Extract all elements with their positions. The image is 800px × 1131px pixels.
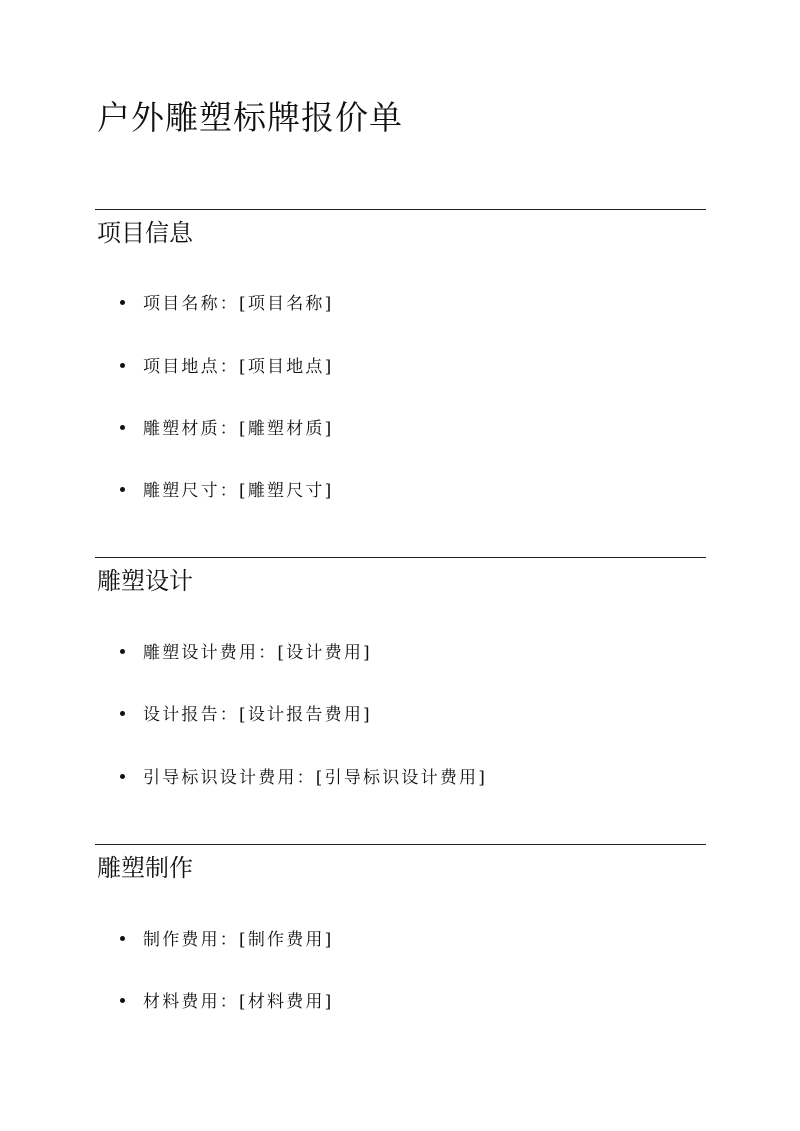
list-item bbox=[120, 352, 333, 382]
section-divider bbox=[95, 557, 706, 558]
section-divider bbox=[95, 844, 706, 845]
list-item-text: 制作费用：[制作费用] bbox=[143, 930, 334, 950]
section-sculpture-design bbox=[95, 557, 706, 817]
list-item bbox=[120, 289, 333, 319]
list-item bbox=[120, 987, 333, 1017]
bullet-icon bbox=[120, 487, 125, 492]
list-item-text: 项目地点：[项目地点] bbox=[143, 357, 334, 377]
list-item-text: 项目名称：[项目名称] bbox=[143, 294, 334, 314]
list-item-text: 雕塑材质：[雕塑材质] bbox=[143, 419, 334, 439]
list-item bbox=[120, 476, 333, 506]
list-item bbox=[120, 414, 333, 444]
list-item bbox=[120, 763, 487, 793]
section-heading: 项目信息 bbox=[97, 219, 193, 247]
bullet-icon bbox=[120, 425, 125, 430]
list-item-text: 雕塑设计费用：[设计费用] bbox=[143, 643, 372, 663]
list-item bbox=[120, 925, 333, 955]
list-item bbox=[120, 638, 372, 668]
document-title: 户外雕塑标牌报价单 bbox=[97, 98, 403, 137]
list-item-text: 雕塑尺寸：[雕塑尺寸] bbox=[143, 481, 334, 501]
bullet-icon bbox=[120, 774, 125, 779]
bullet-icon bbox=[120, 711, 125, 716]
section-divider bbox=[95, 209, 706, 210]
list-item-text: 设计报告：[设计报告费用] bbox=[143, 705, 372, 725]
bullet-icon bbox=[120, 649, 125, 654]
section-heading: 雕塑设计 bbox=[97, 567, 193, 595]
section-sculpture-production bbox=[95, 844, 706, 1044]
section-project-info bbox=[95, 209, 706, 529]
list-item-text: 引导标识设计费用：[引导标识设计费用] bbox=[143, 768, 488, 788]
list-item bbox=[120, 700, 372, 730]
section-heading: 雕塑制作 bbox=[97, 854, 193, 882]
bullet-icon bbox=[120, 936, 125, 941]
list-item-text: 材料费用：[材料费用] bbox=[143, 992, 334, 1012]
bullet-icon bbox=[120, 998, 125, 1003]
bullet-icon bbox=[120, 363, 125, 368]
bullet-icon bbox=[120, 300, 125, 305]
